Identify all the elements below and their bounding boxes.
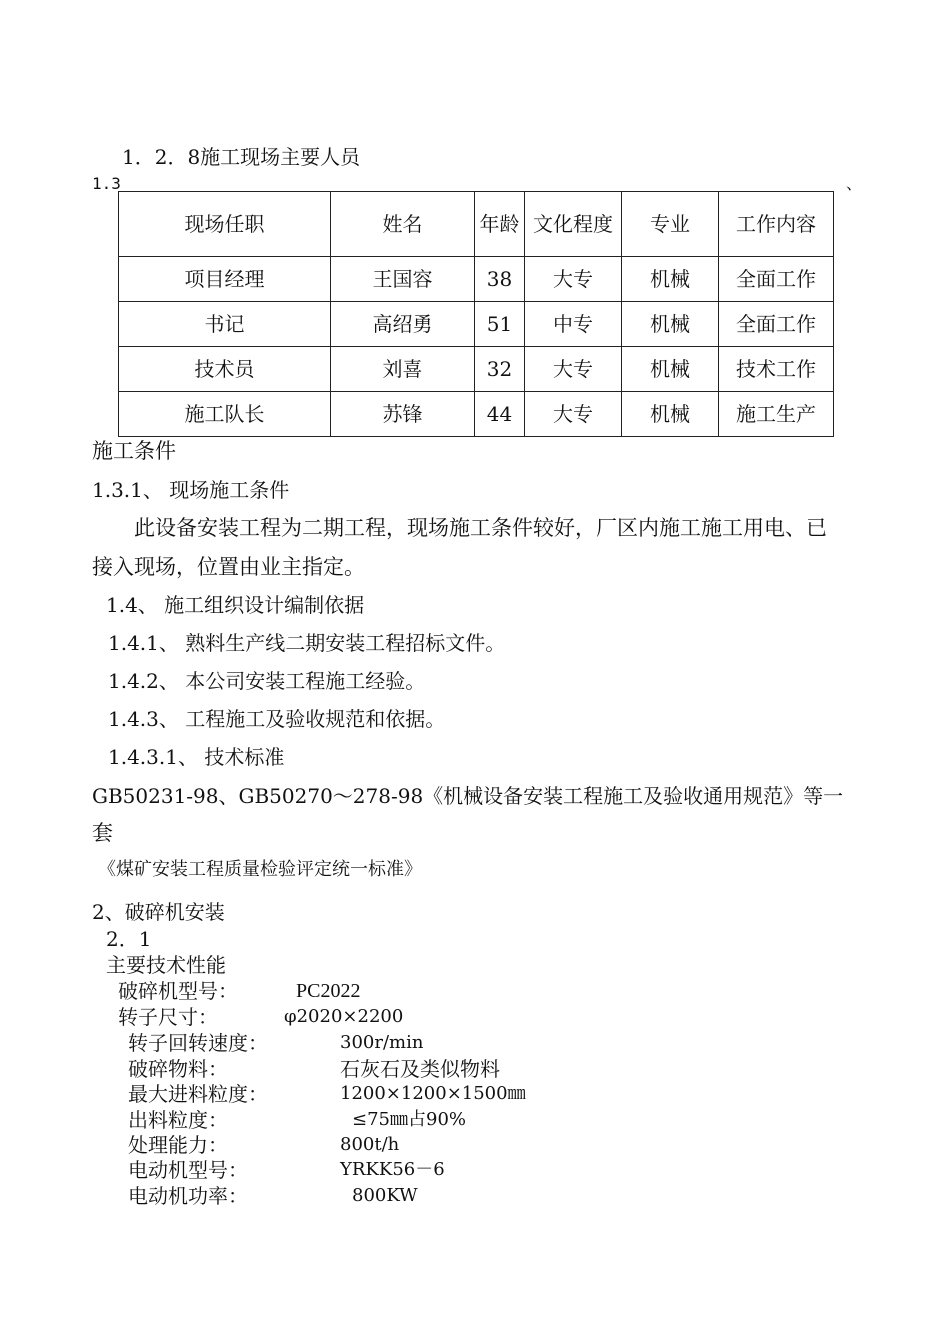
table-row xyxy=(119,392,834,437)
table-cell: 32 xyxy=(475,347,525,392)
header-cell: 文化程度 xyxy=(525,192,622,257)
staff-table xyxy=(118,191,834,437)
table-cell: 技术工作 xyxy=(719,347,834,392)
spec-value: 1200×1200×1500㎜ xyxy=(340,1083,526,1104)
spec-label: 电动机功率： xyxy=(128,1184,248,1208)
table-cell: 大专 xyxy=(525,392,622,437)
table-cell: 高绍勇 xyxy=(331,302,475,347)
table-cell: 施工生产 xyxy=(719,392,834,437)
spec-label: 破碎物料： xyxy=(128,1057,228,1081)
standards-line-3: 《煤矿安装工程质量检验评定统一标准》 xyxy=(98,859,422,880)
header-cell: 现场任职 xyxy=(119,192,331,257)
specs-title: 主要技术性能 xyxy=(106,953,226,977)
table-cell: 中专 xyxy=(525,302,622,347)
paragraph-line-2: 接入现场，位置由业主指定。 xyxy=(92,555,365,579)
section-1-3-1: 1.3.1、 现场施工条件 xyxy=(92,478,290,502)
header-cell: 姓名 xyxy=(331,192,475,257)
table-cell: 全面工作 xyxy=(719,257,834,302)
heading-1-2-8: 1．2．8施工现场主要人员 xyxy=(122,145,361,169)
table-cell: 大专 xyxy=(525,347,622,392)
table-cell: 机械 xyxy=(622,392,719,437)
spec-value: YRKK56－6 xyxy=(340,1159,445,1180)
table-cell: 刘喜 xyxy=(331,347,475,392)
section-1-4-1: 1.4.1、 熟料生产线二期安装工程招标文件。 xyxy=(108,631,506,655)
table-cell: 机械 xyxy=(622,347,719,392)
table-cell: 机械 xyxy=(622,302,719,347)
table-row xyxy=(119,347,834,392)
standards-line-2: 套 xyxy=(92,821,113,845)
table-cell: 施工队长 xyxy=(119,392,331,437)
spec-value: 800KW xyxy=(352,1185,418,1206)
spec-value: 300r/min xyxy=(340,1032,424,1053)
header-cell: 工作内容 xyxy=(719,192,834,257)
section-1-4-3: 1.4.3、 工程施工及验收规范和依据。 xyxy=(108,707,446,731)
spec-label: 转子尺寸： xyxy=(118,1005,218,1029)
section-1-3-title: 施工条件 xyxy=(92,439,176,463)
table-cell: 苏锋 xyxy=(331,392,475,437)
paragraph-line-1: 此设备安装工程为二期工程，现场施工条件较好，厂区内施工施工用电、已 xyxy=(134,516,827,540)
table-row xyxy=(119,257,834,302)
table-cell: 大专 xyxy=(525,257,622,302)
standards-line-1: GB50231-98、GB50270～278-98《机械设备安装工程施工及验收通用规范》等一 xyxy=(92,784,844,808)
table-cell: 王国容 xyxy=(331,257,475,302)
spec-value: ≤75㎜占90% xyxy=(352,1109,466,1130)
table-cell: 全面工作 xyxy=(719,302,834,347)
header-cell: 年龄 xyxy=(475,192,525,257)
spec-value: 石灰石及类似物料 xyxy=(340,1057,500,1081)
table-cell: 51 xyxy=(475,302,525,347)
section-2: 2、破碎机安装 xyxy=(92,900,225,924)
table-cell: 38 xyxy=(475,257,525,302)
spec-label: 转子回转速度： xyxy=(128,1031,268,1055)
table-cell: 项目经理 xyxy=(119,257,331,302)
spec-label: 电动机型号： xyxy=(128,1158,248,1182)
spec-value: PC2022 xyxy=(296,980,361,1002)
section-1-4-2: 1.4.2、 本公司安装工程施工经验。 xyxy=(108,669,426,693)
section-1-4-3-1: 1.4.3.1、 技术标准 xyxy=(108,745,285,769)
spec-value: 800t/h xyxy=(340,1134,400,1155)
header-cell: 专业 xyxy=(622,192,719,257)
table-header-row xyxy=(119,192,834,257)
spec-label: 处理能力： xyxy=(128,1133,228,1157)
label-1-3: 1.3 xyxy=(92,174,121,193)
table-cell: 技术员 xyxy=(119,347,331,392)
stray-mark: 、 xyxy=(846,174,863,193)
section-1-4: 1.4、 施工组织设计编制依据 xyxy=(106,593,365,617)
table-cell: 书记 xyxy=(119,302,331,347)
table-cell: 机械 xyxy=(622,257,719,302)
section-2-1: 2．1 xyxy=(106,927,152,951)
spec-value: φ2020×2200 xyxy=(284,1006,404,1027)
table-cell: 44 xyxy=(475,392,525,437)
spec-label: 破碎机型号： xyxy=(118,979,238,1003)
spec-label: 出料粒度： xyxy=(128,1108,228,1132)
spec-label: 最大进料粒度： xyxy=(128,1082,268,1106)
table-row xyxy=(119,302,834,347)
